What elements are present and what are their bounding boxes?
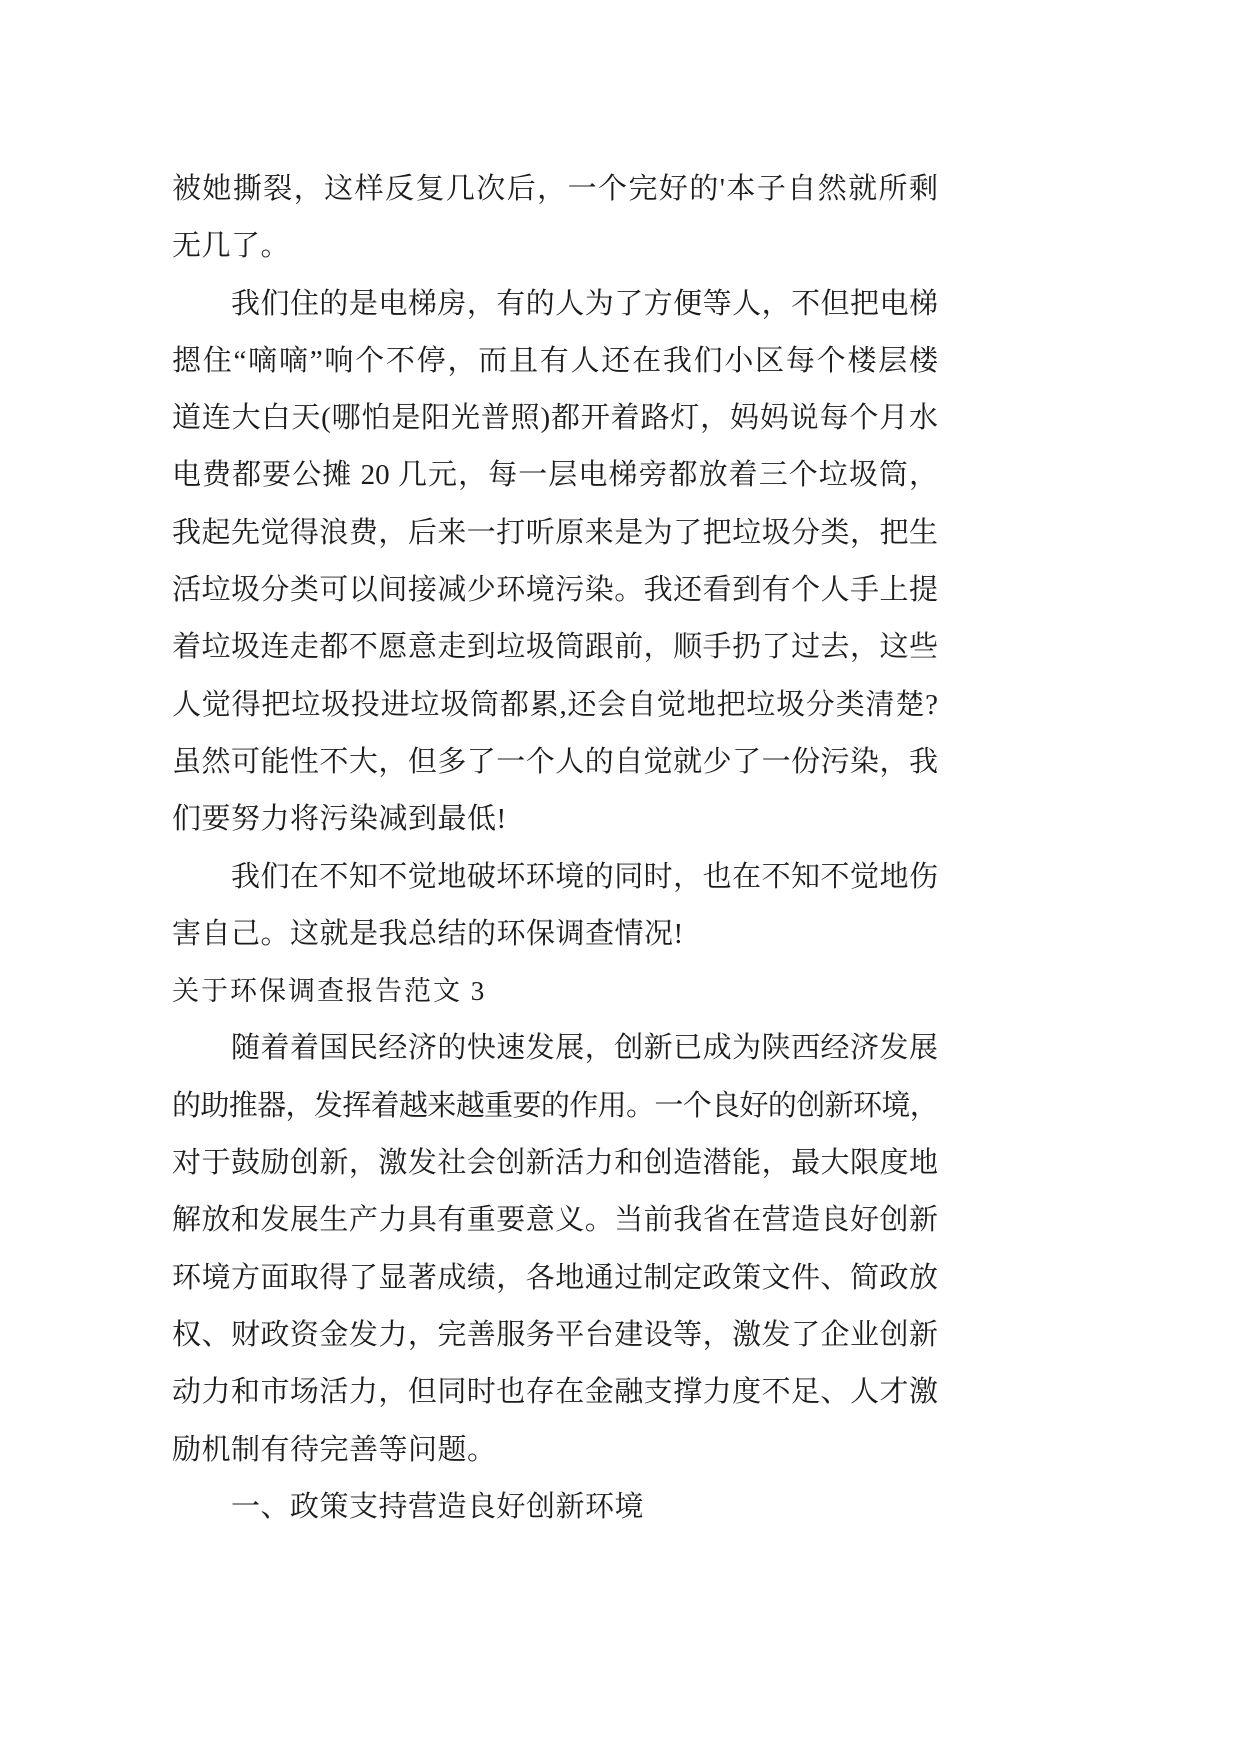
- text-line: 环境方面取得了显著成绩，各地通过制定政策文件、简政放: [172, 1261, 938, 1294]
- text-line: 权、财政资金发力，完善服务平台建设等，激发了企业创新: [172, 1318, 938, 1351]
- paragraph: [172, 161, 938, 276]
- text-line: 虽然可能性不大，但多了一个人的自觉就少了一份污染，我: [172, 745, 938, 778]
- paragraph: [172, 276, 938, 849]
- text-line: 摁住“嘀嘀”响个不停，而且有人还在我们小区每个楼层楼: [172, 344, 938, 377]
- subsection-heading: [172, 1479, 938, 1536]
- text-line: 活垃圾分类可以间接减少环境污染。我还看到有个人手上提: [172, 574, 938, 607]
- text-line: 动力和市场活力，但同时也存在金融支撑力度不足、人才激: [172, 1376, 938, 1409]
- text-line: 我们住的是电梯房，有的人为了方便等人，不但把电梯: [231, 287, 938, 320]
- text-line: 对于鼓励创新，激发社会创新活力和创造潜能，最大限度地: [172, 1147, 938, 1180]
- text-line: 着垃圾连走都不愿意走到垃圾筒跟前，顺手扔了过去，这些: [172, 631, 938, 664]
- text-line: 们要努力将污染减到最低!: [172, 803, 507, 836]
- document-body: [172, 161, 938, 1536]
- text-line: 道连大白天(哪怕是阳光普照)都开着路灯，妈妈说每个月水: [172, 402, 938, 435]
- text-line: 被她撕裂，这样反复几次后，一个完好的'本子自然就所剩: [172, 173, 938, 205]
- text-line: 我起先觉得浪费，后来一打听原来是为了把垃圾分类，把生: [172, 516, 938, 549]
- paragraph: [172, 849, 938, 964]
- text-line: 随着着国民经济的快速发展，创新已成为陕西经济发展: [231, 1032, 938, 1065]
- text-line: 的助推器，发挥着越来越重要的作用。一个良好的创新环境，: [172, 1089, 938, 1122]
- text-line: 励机制有待完善等问题。: [172, 1433, 497, 1466]
- text-line: 解放和发展生产力具有重要意义。当前我省在营造良好创新: [172, 1204, 938, 1237]
- text-line: 人觉得把垃圾投进垃圾筒都累,还会自觉地把垃圾分类清楚?: [172, 688, 938, 721]
- text-line: 电费都要公摊 20 几元，每一层电梯旁都放着三个垃圾筒，: [172, 459, 938, 492]
- text-line: 害自己。这就是我总结的环保调查情况!: [172, 917, 684, 950]
- text-line: 一、政策支持营造良好创新环境: [231, 1490, 645, 1523]
- text-line: 无几了。: [172, 230, 291, 263]
- paragraph: [172, 1020, 938, 1478]
- text-line: 我们在不知不觉地破坏环境的同时，也在不知不觉地伤: [231, 860, 938, 893]
- section-title: 关于环保调查报告范文 3: [172, 976, 487, 1007]
